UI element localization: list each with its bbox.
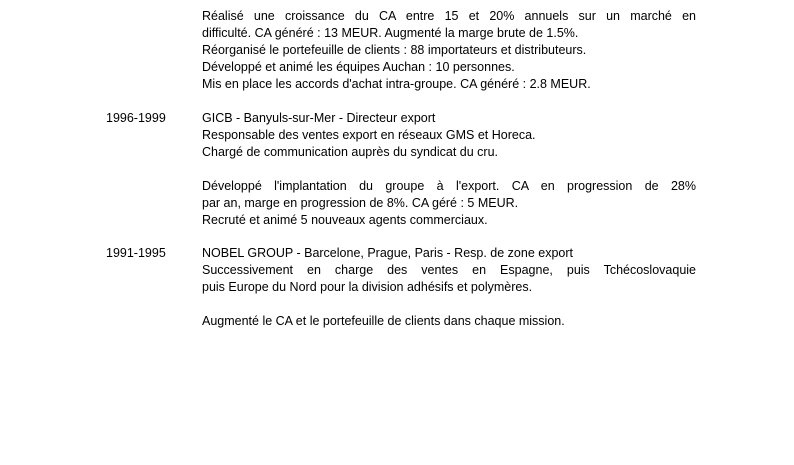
- entry-nobel-group: [202, 245, 696, 330]
- entry-description-line: Chargé de communication auprès du syndicat du cru.: [202, 145, 498, 159]
- achievement-line: Augmenté le CA et le portefeuille de clients dans chaque mission.: [202, 314, 565, 328]
- entry-description-line: Responsable des ventes export en réseaux GMS et Horeca.: [202, 128, 536, 142]
- achievement-line: Développé et animé les équipes Auchan : 10 personnes.: [202, 60, 515, 74]
- entry-gicb: [202, 110, 696, 229]
- previous-entry-achievements: [202, 8, 696, 93]
- entry-title: NOBEL GROUP - Barcelone, Prague, Paris - Resp. de zone export: [202, 246, 574, 260]
- achievement-line: par an, marge en progression de 8%. CA géré : 5 MEUR.: [202, 196, 519, 210]
- achievement-line: Réalisé une croissance du CA entre 15 et 20% annuels sur un marché en: [202, 9, 696, 23]
- entry-description-line: puis Europe du Nord pour la division adhésifs et polymères.: [202, 280, 533, 294]
- entry-dates: 1991-1995: [106, 246, 166, 260]
- achievement-line: Mis en place les accords d'achat intra-groupe. CA généré : 2.8 MEUR.: [202, 77, 591, 91]
- achievement-line: Réorganisé le portefeuille de clients : 88 importateurs et distributeurs.: [202, 43, 587, 57]
- achievement-line: Recruté et animé 5 nouveaux agents commerciaux.: [202, 213, 488, 227]
- entry-title: GICB - Banyuls-sur-Mer - Directeur export: [202, 111, 436, 125]
- achievement-line: Développé l'implantation du groupe à l'export. CA en progression de 28%: [202, 179, 696, 193]
- entry-description-line: Successivement en charge des ventes en Espagne, puis Tchécoslovaquie: [202, 263, 696, 277]
- entry-dates: 1996-1999: [106, 111, 166, 125]
- achievement-line: difficulté. CA généré : 13 MEUR. Augmenté la marge brute de 1.5%.: [202, 26, 579, 40]
